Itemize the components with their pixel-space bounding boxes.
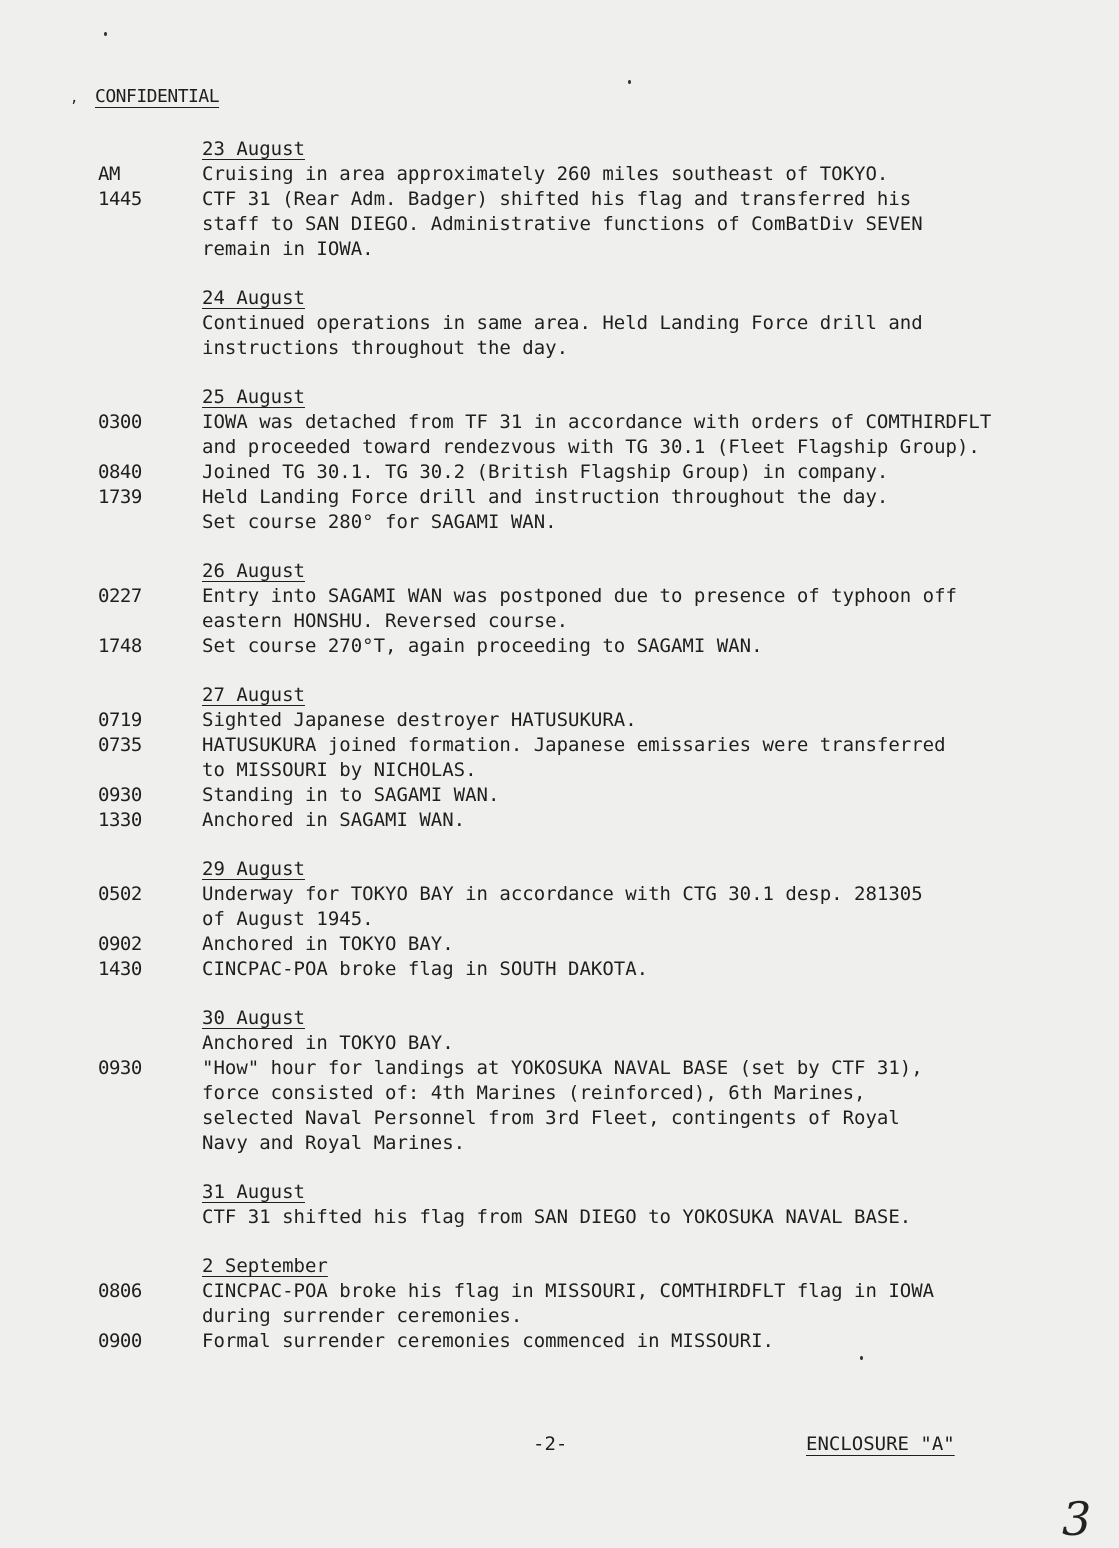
entry-text: Underway for TOKYO BAY in accordance with CTG 30.1 desp. 281305 of August 1945. [202,883,923,930]
entry-time: 0930 [98,784,142,806]
log-entry [0,584,1119,634]
section-date: 29 August [202,858,305,880]
entry-time: 0502 [98,883,142,905]
entry-time: AM [98,163,120,185]
log-entry [0,634,1119,659]
section-date: 26 August [202,560,305,582]
entry-text: Anchored in TOKYO BAY. [202,1032,454,1054]
entry-time: 1330 [98,809,142,831]
log-section [0,683,1119,833]
entry-time [0,1205,197,1230]
log-entry [0,311,1119,361]
entry-text: CINCPAC-POA broke flag in SOUTH DAKOTA. [202,958,649,980]
entry-text: Set course 270°T, again proceeding to SAGAMI WAN. [202,635,763,657]
entry-time: 1445 [98,188,142,210]
classification-header: CONFIDENTIAL [95,86,220,107]
page-number: -2- [533,1433,568,1455]
entry-time: 0900 [98,1330,142,1352]
log-section [0,1006,1119,1156]
enclosure-label: ENCLOSURE "A" [806,1433,955,1455]
handwritten-page-number: 3 [1062,1492,1092,1546]
section-date: 2 September [202,1255,328,1277]
entry-time: 0735 [98,734,142,756]
entry-time: 1748 [98,635,142,657]
log-sections [0,137,1119,1378]
entry-time [0,1031,197,1056]
log-entry [0,460,1119,485]
log-entry [0,932,1119,957]
entry-text: IOWA was detached from TF 31 in accordance with orders of COMTHIRDFLT and proceeded toward rendezvous with TG 30.1 (Fleet Flagship Group). [202,411,992,458]
log-entry [0,485,1119,535]
entry-text: Cruising in area approximately 260 miles southeast of TOKYO. [202,163,889,185]
log-entry [0,1279,1119,1329]
entry-time: 1739 [98,486,142,508]
section-date: 30 August [202,1007,305,1029]
entry-time: 0840 [98,461,142,483]
log-entry [0,1329,1119,1354]
entry-time: 0930 [98,1057,142,1079]
log-entry [0,882,1119,932]
speck-mark [628,80,631,84]
entry-time: 0227 [98,585,142,607]
log-entry [0,783,1119,808]
speck-mark [104,32,107,36]
log-section [0,286,1119,361]
log-section [0,137,1119,262]
entry-text: Anchored in SAGAMI WAN. [202,809,466,831]
entry-time [0,311,197,361]
section-date: 27 August [202,684,305,706]
log-entry [0,1031,1119,1056]
log-section [0,857,1119,982]
entry-text: Sighted Japanese destroyer HATUSUKURA. [202,709,637,731]
log-entry [0,187,1119,262]
entry-text: Joined TG 30.1. TG 30.2 (British Flagship Group) in company. [202,461,889,483]
log-entry [0,410,1119,460]
margin-mark: , [70,90,79,106]
log-entry [0,733,1119,783]
log-entry [0,957,1119,982]
section-date: 31 August [202,1181,305,1203]
log-entry [0,1056,1119,1156]
log-entry [0,162,1119,187]
section-date: 23 August [202,138,305,160]
entry-text: HATUSUKURA joined formation. Japanese emissaries were transferred to MISSOURI by NICHOLAS. [202,734,946,781]
entry-text: CTF 31 (Rear Adm. Badger) shifted his flag and transferred his staff to SAN DIEGO. Administrative functions of ComBatDiv SEVEN remain in IOWA. [202,188,923,260]
log-section [0,385,1119,535]
section-date: 24 August [202,287,305,309]
entry-text: CINCPAC-POA broke his flag in MISSOURI, COMTHIRDFLT flag in IOWA during surrender ceremonies. [202,1280,935,1327]
entry-time: 1430 [98,958,142,980]
entry-time: 0806 [98,1280,142,1302]
entry-time: 0719 [98,709,142,731]
entry-time: 0300 [98,411,142,433]
log-section [0,559,1119,659]
log-section [0,1180,1119,1230]
entry-text: CTF 31 shifted his flag from SAN DIEGO to YOKOSUKA NAVAL BASE. [202,1206,912,1228]
entry-text: Continued operations in same area. Held Landing Force drill and instructions throughout the day. [202,312,923,359]
log-entry [0,708,1119,733]
section-date: 25 August [202,386,305,408]
entry-text: Standing in to SAGAMI WAN. [202,784,500,806]
entry-text: Held Landing Force drill and instruction throughout the day. Set course 280° for SAGAMI WAN. [202,486,889,533]
entry-time: 0902 [98,933,142,955]
entry-text: "How" hour for landings at YOKOSUKA NAVAL BASE (set by CTF 31), force consisted of: 4th Marines (reinforced), 6th Marines, selected Naval Personnel from 3rd Fleet, contingents of Royal Navy and Royal Marines. [202,1057,923,1154]
log-section [0,1254,1119,1354]
entry-text: Anchored in TOKYO BAY. [202,933,454,955]
log-entry [0,808,1119,833]
entry-text: Formal surrender ceremonies commenced in MISSOURI. [202,1330,774,1352]
entry-text: Entry into SAGAMI WAN was postponed due to presence of typhoon off eastern HONSHU. Reversed course. [202,585,957,632]
log-entry [0,1205,1119,1230]
